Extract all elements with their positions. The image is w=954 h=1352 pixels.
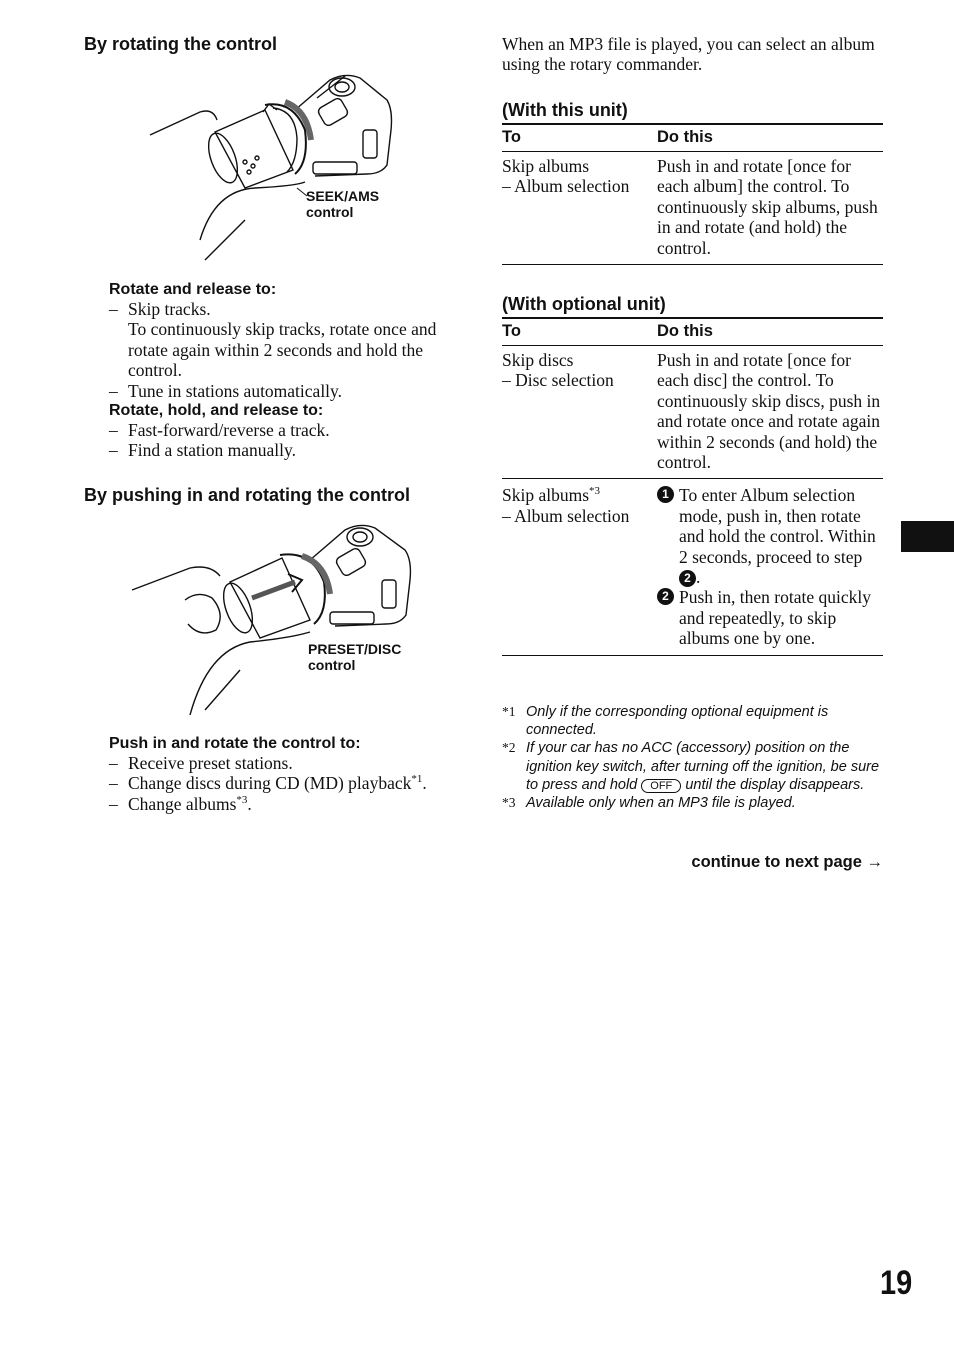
list-item: – Receive preset stations.: [109, 753, 293, 773]
figure-label-preset-disc: PRESET/DISC control: [308, 641, 402, 673]
list-item: – Change albums$^{*3}$.: [109, 793, 252, 814]
table-heading: (With optional unit): [502, 294, 666, 314]
table-with-optional-unit: [502, 293, 883, 656]
intro-paragraph: When an MP3 file is played, you can select an album using the rotary commander.: [502, 34, 875, 75]
figure-label-seek-ams: SEEK/AMS control: [306, 188, 380, 220]
page-number: 19: [880, 1264, 913, 1302]
column-header: Do this: [657, 318, 883, 346]
list-item: – Tune in stations automatically.: [109, 380, 343, 401]
list-item: – Change discs during CD (MD) playback$^{*1}$.: [109, 773, 427, 794]
section-heading-pushing: By pushing in and rotating the control: [84, 485, 410, 505]
rotate-release-heading: Rotate and release to:: [109, 281, 277, 298]
table-cell: Push in and rotate [once for each disc] the control. To continuously skip discs, push in and rotate once and rotate again within 2 seconds (and hold) the control.: [657, 346, 883, 479]
table-row: [502, 479, 883, 655]
push-rotate-heading: Push in and rotate the control to:: [109, 735, 361, 752]
table-row: [502, 152, 883, 265]
column-header: To: [502, 318, 657, 346]
rotate-release-block: [109, 280, 469, 461]
step-number-icon: 1: [657, 486, 674, 503]
table-cell: Skip albums$^{*3}$ – Album selection: [502, 479, 657, 655]
table-cell: Push in and rotate [once for each album] the control. To continuously skip albums, push in and rotate (and hold) the control.: [657, 152, 883, 265]
footnote: *3 Available only when an MP3 file is played.: [502, 795, 796, 812]
step-1: 1 To enter Album selection mode, push in, then rotate and hold the control. Within 2 seconds, proceed to step 2 .: [657, 485, 883, 587]
list-item: – Find a station manually.: [109, 440, 297, 461]
rotate-hold-heading: Rotate, hold, and release to:: [109, 402, 324, 420]
list-item: – Skip tracks. To continuously skip tracks, rotate once and rotate again within 2 seconds and hold the control.: [109, 299, 469, 381]
table-cell: Skip discs – Disc selection: [502, 346, 657, 479]
footnote: *1 Only if the corresponding optional equipment is connected.: [502, 704, 829, 739]
step-number-icon: 2: [679, 570, 696, 587]
continue-next-page: continue to next page →: [691, 853, 883, 871]
table-with-this-unit: [502, 99, 883, 265]
section-tab-marker: [901, 521, 954, 552]
off-button-icon: OFF: [641, 779, 681, 793]
footnotes: [502, 703, 882, 812]
skip-tracks-detail: To continuously skip tracks, rotate once and rotate again within 2 seconds and hold the control.: [128, 319, 437, 381]
table-cell: Skip albums – Album selection: [502, 152, 657, 265]
footnote: *2 If your car has no ACC (accessory) position on the ignition key switch, after turning off the ignition, be sure to press and hold OFF until the display disappears.: [502, 740, 880, 793]
table-cell: [657, 479, 883, 655]
rotating-control-illustration: [145, 70, 405, 270]
step-number-icon: 2: [657, 588, 674, 605]
table-row: [502, 346, 883, 479]
section-heading-rotating: By rotating the control: [84, 34, 277, 54]
list-item: – Fast-forward/reverse a track.: [109, 420, 330, 441]
column-header: Do this: [657, 124, 883, 152]
table-heading: (With this unit): [502, 100, 628, 120]
push-rotate-control-illustration: [130, 520, 420, 725]
column-header: To: [502, 124, 657, 152]
step-2: 2 Push in, then rotate quickly and repeatedly, to skip albums one by one.: [657, 587, 883, 648]
push-rotate-block: [109, 734, 479, 814]
